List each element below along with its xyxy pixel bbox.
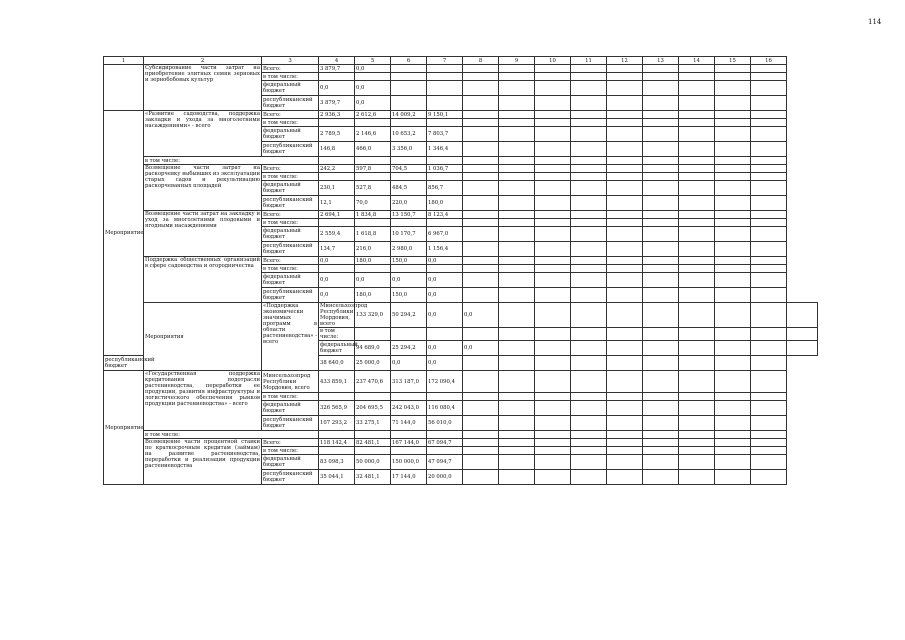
description-cell: Субсидирование части затрат на приобретение элитных семян зерновых и зернобобовых культур (144, 65, 262, 111)
header-cell: 9 (499, 57, 535, 65)
value-cell: 1 156,4 (427, 242, 463, 257)
description-cell: «Поддержка экономически значимых программ в области растениеводства» - всего (262, 303, 319, 371)
value-cell: 1 036,7 (427, 165, 463, 173)
row-label: республиканский бюджет (262, 142, 319, 157)
table-row (104, 303, 818, 328)
value-cell: 484,5 (391, 181, 427, 196)
description-cell: Возмещение части затрат на раскорчевку выбывших из эксплуатации старых садов и рекультивацию раскорчеванных площадей (144, 165, 262, 211)
header-cell: 16 (751, 57, 787, 65)
value-cell: 150 000,0 (391, 455, 427, 470)
row-label: федеральный бюджет (262, 127, 319, 142)
value-cell: 12,1 (319, 196, 355, 211)
category-cell (104, 65, 144, 111)
row-label: в том числе: (262, 265, 319, 273)
value-cell: 704,5 (391, 165, 427, 173)
value-cell: 2 146,6 (355, 127, 391, 142)
category-cell: Мероприятие (104, 111, 144, 356)
value-cell: 134,7 (319, 242, 355, 257)
value-cell: 167 144,0 (391, 439, 427, 447)
value-cell: 527,8 (355, 181, 391, 196)
row-label: Всего: (262, 65, 319, 73)
value-cell: 0,0 (427, 257, 463, 265)
value-cell: 14 009,2 (391, 111, 427, 119)
row-label: Всего: (262, 111, 319, 119)
row-label: республиканский бюджет (262, 96, 319, 111)
value-cell: 6 967,0 (427, 227, 463, 242)
value-cell: 0,0 (463, 303, 499, 328)
value-cell: 0,0 (427, 303, 463, 328)
row-label: республиканский бюджет (105, 357, 155, 369)
value-cell: 150,0 (391, 288, 427, 303)
value-cell: 35 044,1 (319, 470, 355, 485)
row-label: Минсельхозпрод Республики Мордовия, всего (320, 303, 368, 327)
value-cell: 1 834,8 (355, 211, 391, 219)
value-cell: 237 470,6 (355, 371, 391, 393)
value-cell: 313 187,0 (391, 371, 427, 393)
value-cell: 180,0 (355, 257, 391, 265)
value-cell: 116 080,4 (427, 401, 463, 416)
value-cell: 7 803,7 (427, 127, 463, 142)
value-cell: 0,0 (391, 273, 427, 288)
row-label: в том числе: (144, 431, 319, 439)
value-cell: 3 879,7 (319, 96, 355, 111)
row-label: республиканский бюджет (262, 288, 319, 303)
table-row (104, 439, 818, 447)
category-cell: Мероприятия (144, 303, 262, 371)
value-cell: 70,0 (355, 196, 391, 211)
row-label: Всего: (262, 257, 319, 265)
table-row (104, 157, 818, 165)
value-cell: 8 123,4 (427, 211, 463, 219)
value-cell: 25 294,2 (391, 341, 427, 356)
description-cell: «Развитие садоводства, поддержка закладки и ухода за многолетними насаждениями» - всего (144, 111, 262, 157)
value-cell: 0,0 (427, 288, 463, 303)
value-cell: 20 000,0 (427, 470, 463, 485)
value-cell: 0,0 (319, 81, 355, 96)
header-cell: 4 (319, 57, 355, 65)
table-row (104, 257, 818, 265)
value-cell: 33 275,1 (355, 416, 391, 431)
value-cell: 220,0 (391, 196, 427, 211)
value-cell: 466,0 (355, 142, 391, 157)
value-cell: 2 789,5 (319, 127, 355, 142)
row-label: в том числе: (262, 447, 319, 455)
header-cell: 11 (571, 57, 607, 65)
value-cell: 0,0 (427, 356, 463, 371)
value-cell: 10 653,2 (391, 127, 427, 142)
row-label: в том числе: (262, 393, 319, 401)
header-cell: 6 (391, 57, 427, 65)
value-cell: 216,0 (355, 242, 391, 257)
header-cell: 3 (262, 57, 319, 65)
header-cell: 12 (607, 57, 643, 65)
description-cell: Возмещение части затрат на закладку и уход за многолетними плодовыми и ягодными насаждениями (144, 211, 262, 257)
value-cell: 13 150,7 (391, 211, 427, 219)
value-cell: 0,0 (355, 81, 391, 96)
row-label: республиканский бюджет (262, 470, 319, 485)
value-cell: 1 346,4 (427, 142, 463, 157)
value-cell: 433 859,1 (319, 371, 355, 393)
row-label: в том числе: (262, 173, 319, 181)
value-cell: 180,0 (427, 196, 463, 211)
row-label: в том числе: (262, 119, 319, 127)
value-cell: 597,8 (355, 165, 391, 173)
value-cell: 10 170,7 (391, 227, 427, 242)
value-cell: 0,0 (319, 257, 355, 265)
value-cell: 17 144,0 (391, 470, 427, 485)
row-label: федеральный бюджет (320, 342, 358, 354)
value-cell: 0,0 (355, 65, 391, 73)
value-cell: 50 294,2 (391, 303, 427, 328)
header-cell: 1 (104, 57, 144, 65)
row-label: Всего: (262, 211, 319, 219)
value-cell: 67 094,7 (427, 439, 463, 447)
description-cell: Поддержка общественных организаций в сфере садоводства и огородничества (144, 257, 262, 303)
row-label: республиканский бюджет (262, 416, 319, 431)
header-cell: 2 (144, 57, 262, 65)
value-cell: 2 936,3 (319, 111, 355, 119)
header-cell: 15 (715, 57, 751, 65)
table-row (104, 211, 818, 219)
header-cell: 13 (643, 57, 679, 65)
table-row (104, 111, 818, 119)
value-cell: 3 356,0 (391, 142, 427, 157)
value-cell: 180,0 (355, 288, 391, 303)
row-label: федеральный бюджет (262, 227, 319, 242)
value-cell: 204 695,5 (355, 401, 391, 416)
value-cell: 38 640,0 (319, 356, 355, 371)
description-cell: «Государственная поддержка кредитования подотрасли растениеводства, переработки ее продукции, развития инфраструктуры и логистического обеспечения рынков продукции растениеводства» - всего (144, 371, 262, 431)
value-cell: 25 000,0 (355, 356, 391, 371)
row-label: федеральный бюджет (262, 81, 319, 96)
header-cell: 8 (463, 57, 499, 65)
value-cell: 133 329,0 (355, 303, 391, 328)
value-cell: 82 481,1 (355, 439, 391, 447)
value-cell: 1 618,8 (355, 227, 391, 242)
page-number: 114 (868, 18, 882, 26)
value-cell: 0,0 (355, 96, 391, 111)
value-cell: 3 879,7 (319, 65, 355, 73)
row-label: республиканский бюджет (262, 242, 319, 257)
row-label: федеральный бюджет (262, 401, 319, 416)
value-cell: 118 142,4 (319, 439, 355, 447)
row-label: в том числе: (262, 73, 319, 81)
header-cell: 5 (355, 57, 391, 65)
value-cell: 71 144,0 (391, 416, 427, 431)
value-cell: 56 010,0 (427, 416, 463, 431)
budget-table (103, 56, 818, 485)
value-cell: 230,1 (319, 181, 355, 196)
header-row (104, 57, 818, 65)
value-cell: 94 689,0 (355, 341, 391, 356)
value-cell: 0,0 (463, 341, 499, 356)
row-label: Всего: (262, 439, 319, 447)
value-cell: 242,2 (319, 165, 355, 173)
table-row (104, 371, 818, 393)
value-cell: 9 150,1 (427, 111, 463, 119)
value-cell: 47 094,7 (427, 455, 463, 470)
value-cell: 83 098,3 (319, 455, 355, 470)
row-label: в том числе: (262, 219, 319, 227)
value-cell: 0,0 (427, 341, 463, 356)
description-cell: Возмещение части процентной ставки по краткосрочным кредитам (займам) на развитие растениеводства, переработки и реализации продукции растениеводства (144, 439, 262, 485)
header-cell: 10 (535, 57, 571, 65)
value-cell: 50 000,0 (355, 455, 391, 470)
value-cell: 146,8 (319, 142, 355, 157)
value-cell: 0,0 (319, 273, 355, 288)
value-cell: 107 293,2 (319, 416, 355, 431)
value-cell: 2 980,0 (391, 242, 427, 257)
value-cell: 172 090,4 (427, 371, 463, 393)
value-cell: 2 694,1 (319, 211, 355, 219)
row-label: Минсельхозпрод Республики Мордовия, всего (262, 371, 319, 393)
header-cell: 14 (679, 57, 715, 65)
row-label: Всего: (262, 165, 319, 173)
row-label: в том числе: (319, 328, 355, 341)
row-label: федеральный бюджет (262, 181, 319, 196)
value-cell: 0,0 (355, 273, 391, 288)
value-cell: 2 559,4 (319, 227, 355, 242)
table-row (104, 65, 818, 73)
row-label: в том числе: (144, 157, 319, 165)
value-cell: 32 481,1 (355, 470, 391, 485)
value-cell: 2 612,6 (355, 111, 391, 119)
value-cell: 326 565,9 (319, 401, 355, 416)
header-cell: 7 (427, 57, 463, 65)
row-label: республиканский бюджет (262, 196, 319, 211)
value-cell: 0,0 (427, 273, 463, 288)
value-cell: 242 043,0 (391, 401, 427, 416)
row-label: федеральный бюджет (262, 455, 319, 470)
value-cell: 150,0 (391, 257, 427, 265)
value-cell: 0,0 (391, 356, 427, 371)
value-cell: 856,7 (427, 181, 463, 196)
value-cell: 0,0 (319, 288, 355, 303)
table-row (104, 431, 818, 439)
category-cell: Мероприятие (104, 371, 144, 485)
table-row (104, 165, 818, 173)
row-label: федеральный бюджет (262, 273, 319, 288)
